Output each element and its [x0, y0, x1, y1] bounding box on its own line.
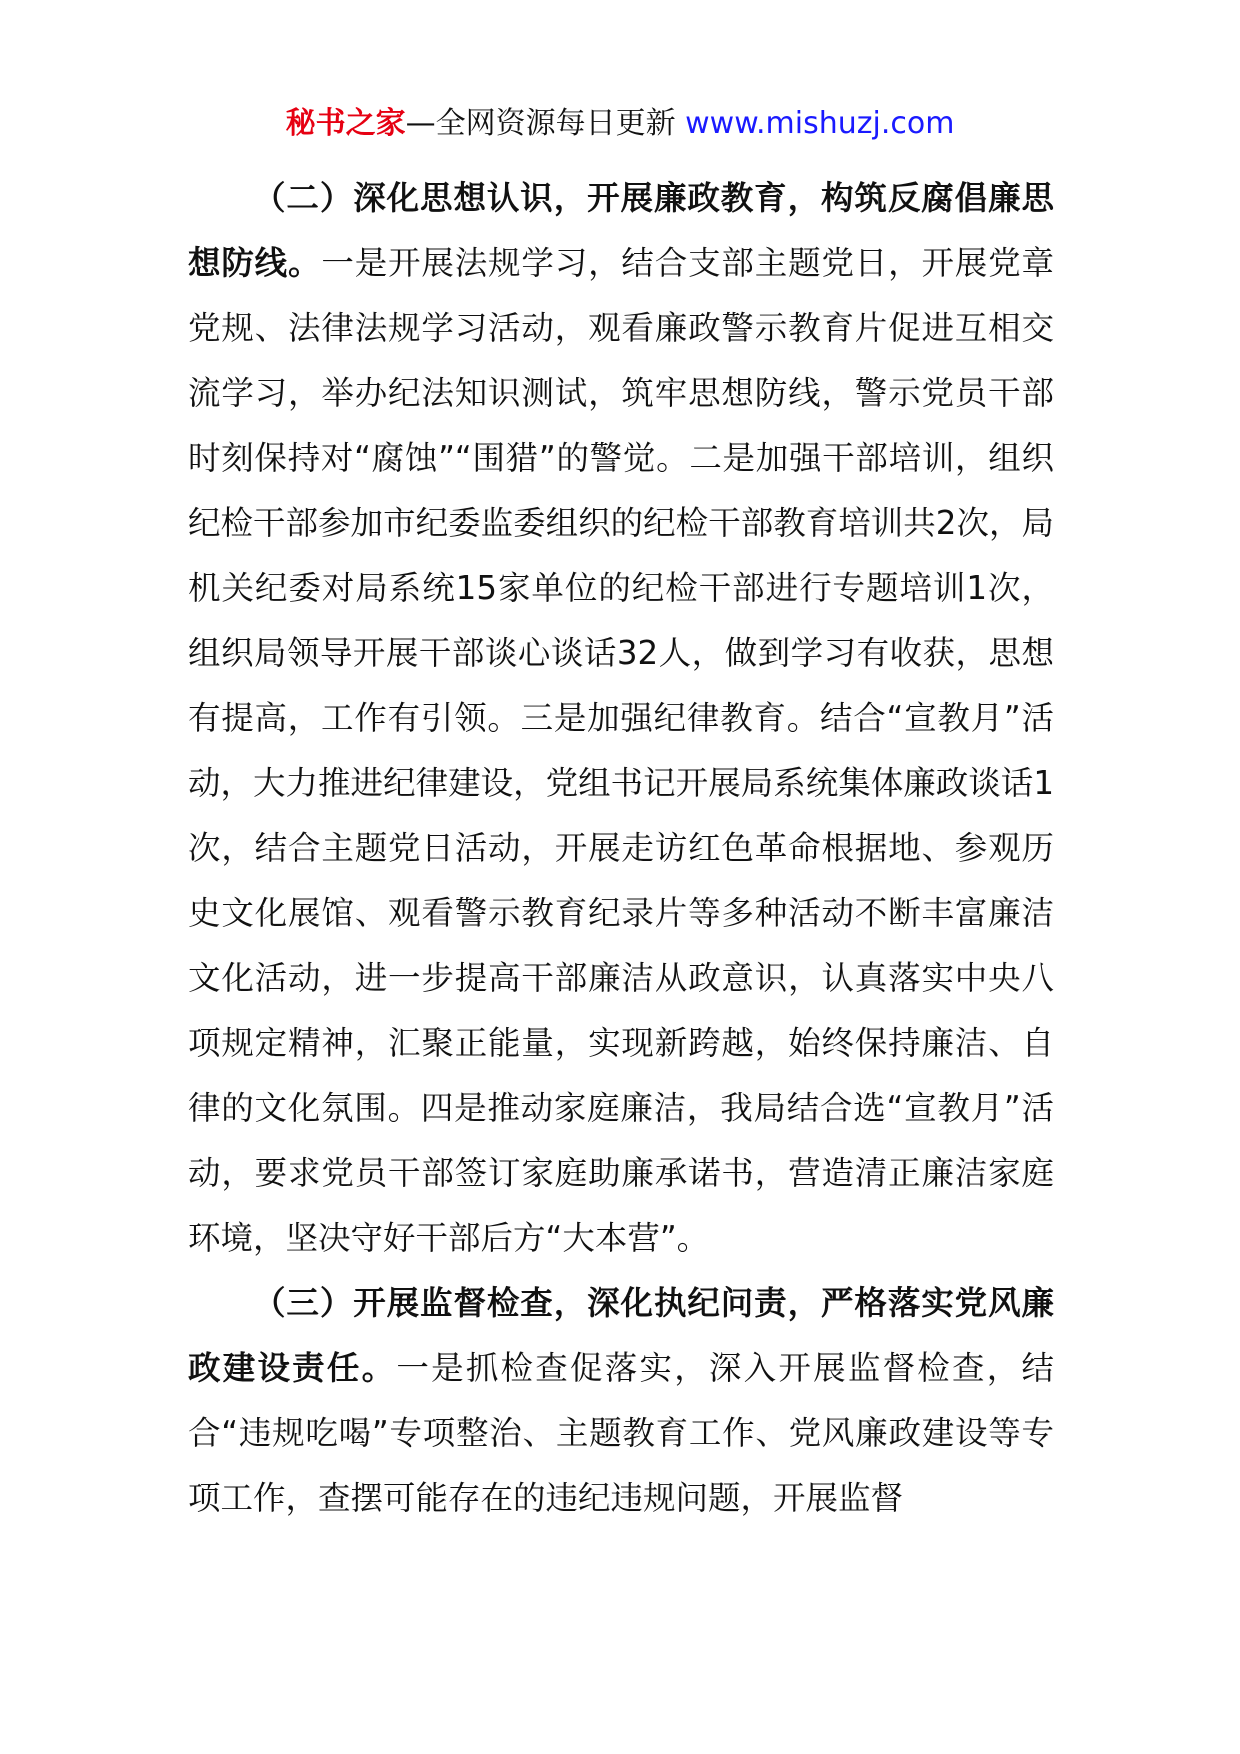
section-2-heading: （二）深化思想认识，开展廉政教育，构筑反腐倡廉思想防线。	[188, 179, 1054, 282]
site-tagline: —全网资源每日更新	[405, 106, 676, 141]
section-2-paragraph	[188, 166, 1054, 1271]
section-3-text: 一是抓检查促落实，深入开展监督检查，结合“违规吃喝”专项整治、主题教育工作、党风廉政建设等专项工作，查摆可能存在的违纪违规问题，开展监督	[188, 1349, 1054, 1517]
section-3-paragraph	[188, 1271, 1054, 1531]
section-2-text: 一是开展法规学习，结合支部主题党日，开展党章党规、法律法规学习活动，观看廉政警示教育片促进互相交流学习，举办纪法知识测试，筑牢思想防线，警示党员干部时刻保持对“腐蚀”“围猎”的警觉。二是加强干部培训，组织纪检干部参加市纪委监委组织的纪检干部教育培训共2次，局机关纪委对局系统15家单位的纪检干部进行专题培训1次，组织局领导开展干部谈心谈话32人，做到学习有收获，思想有提高，工作有引领。三是加强纪律教育。结合“宣教月”活动，大力推进纪律建设，党组书记开展局系统集体廉政谈话1次，结合主题党日活动，开展走访红色革命根据地、参观历史文化展馆、观看警示教育纪录片等多种活动不断丰富廉洁文化活动，进一步提高干部廉洁从政意识，认真落实中央八项规定精神，汇聚正能量，实现新跨越，始终保持廉洁、自律的文化氛围。四是推动家庭廉洁，我局结合选“宣教月”活动，要求党员干部签订家庭助廉承诺书，营造清正廉洁家庭环境，坚决守好干部后方“大本营”。	[188, 244, 1054, 1257]
document-body	[188, 166, 1054, 1531]
site-url-link[interactable]: www.mishuzj.com	[685, 106, 955, 141]
site-brand: 秘书之家	[285, 106, 406, 141]
site-header	[0, 102, 1240, 146]
section-3-heading: （三）开展监督检查，深化执纪问责，严格落实党风廉政建设责任。	[188, 1284, 1054, 1387]
